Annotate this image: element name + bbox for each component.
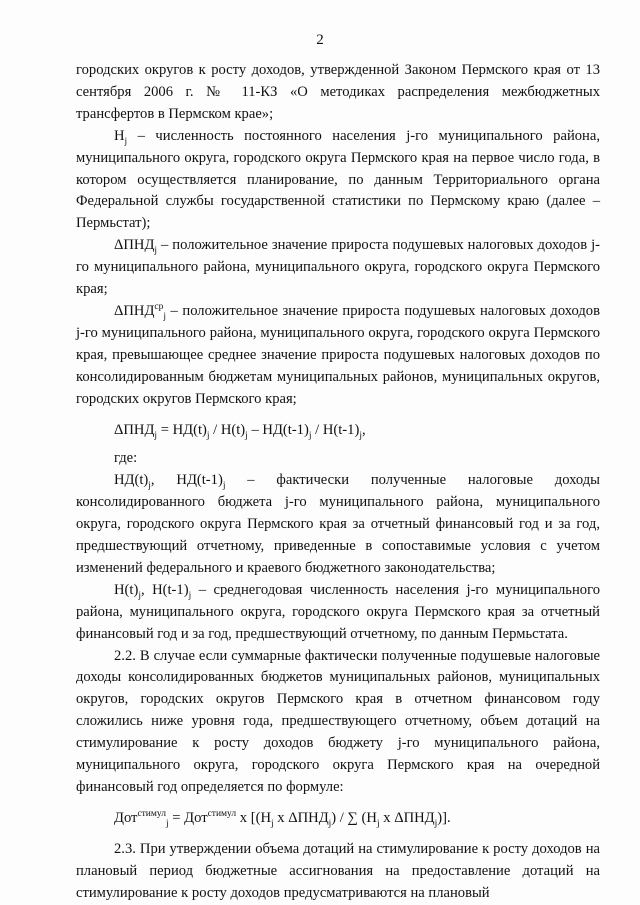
paragraph-continuation: городских округов к росту доходов, утвержденной Законом Пермского края от 13 сентября 2006 г. № 11-КЗ «О методиках распределения межбюджетных трансфертов в Пермском крае»; <box>76 62 600 122</box>
section-2-2: 2.2. В случае если суммарные фактически полученные подушевые налоговые доходы консолидированных бюджетов муниципальных районов, муниципальных округов, городских округов Пермского края в отчетном финансовом году сложились ниже уровня года, предшествующего отчетному, объем дотаций на стимулирование к росту доходов бюджету j-го муниципального района, муниципального округа, городского округа Пермского края на очередной финансовый год определяется по формуле: <box>76 647 600 795</box>
formula-subsidy: Дот$^{стимул}_j$ = Дот$^{стимул}$ x [($Н_j$ x $\Delta ПНД_j$) / ∑ ($Н_j$ x $\Delta ПНД_j$)]. <box>114 809 451 829</box>
symbol: H <box>114 127 125 144</box>
symbol: ΔПНД <box>114 302 155 319</box>
definition-population: $H_j$ – численность постоянного населения j-го муниципального района, муниципального округа, городского округа Пермского края на первое число года, в котором осуществляется планирование, по данным Территориального органа Федеральной службы государственной статистики по Пермскому краю (далее – Пермьстат); <box>76 127 600 232</box>
where-label: где: <box>114 450 138 467</box>
definition-avg-population: $Н(t)_j$, $Н(t-1)_j$ – среднегодовая численность населения j-го муниципального района, муниципального округа, городского округа Пермского края за отчетный финансовый год и за год, предшествующий отчетному, по данным Пермьстата. <box>76 581 600 642</box>
definition-delta-pnd-avg: $\Delta ПНД^{ср}_j$ – положительное значение прироста подушевых налоговых доходов j-го муниципального района, муниципального округа, городского округа Пермского края, превышающее среднее значение прироста подушевых налоговых доходов по консолидированным бюджетам муниципальных районов, муниципальных округов, городских округов Пермского края; <box>76 302 600 407</box>
page-number: 2 <box>316 32 324 48</box>
symbol: ΔПНД <box>114 237 155 254</box>
document-body <box>76 60 600 905</box>
definition-delta-pnd: $\Delta ПНД_j$ – положительное значение прироста подушевых налоговых доходов j-го муниципального района, муниципального округа, городского округа Пермского края; <box>76 237 600 298</box>
definition-tax-income: $НД(t)_j$, $НД(t-1)_j$ – фактически полученные налоговые доходы консолидированного бюджета j-го муниципального района, муниципального округа, городского округа Пермского края за отчетный финансовый год и за год, предшествующий отчетному, приведенные в сопоставимые условия с учетом изменений федерального и краевого бюджетного законодательства; <box>76 472 600 576</box>
formula-delta-pnd: $\Delta ПНД_j = НД(t)_j / Н(t)_j - НД(t-1)_j / Н(t-1)_j$, <box>114 421 366 441</box>
section-2-3: 2.3. При утверждении объема дотаций на стимулирование к росту доходов на плановый период бюджетные ассигнования на предоставление дотаций на стимулирование к росту доходов предусматриваются на плановый <box>76 840 600 901</box>
